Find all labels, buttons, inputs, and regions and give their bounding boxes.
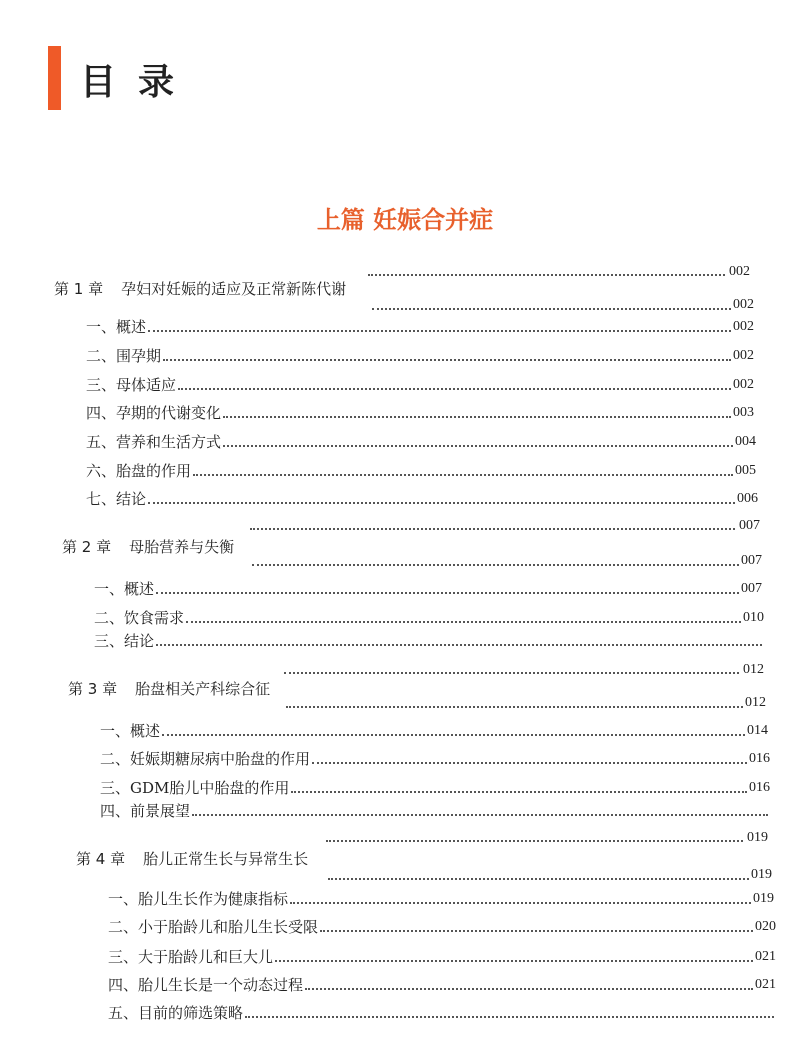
chapter-3-title[interactable] bbox=[68, 676, 298, 698]
entry-label: 五、营养和生活方式 bbox=[86, 433, 222, 451]
leader-dots bbox=[223, 416, 731, 418]
leader-dots bbox=[290, 902, 751, 904]
leader-dots bbox=[368, 274, 725, 276]
entry-page: 002 bbox=[733, 319, 754, 334]
leader-dots bbox=[186, 621, 741, 623]
leader-dots bbox=[372, 308, 731, 310]
leader-dots bbox=[286, 706, 743, 708]
chapter-4-title[interactable] bbox=[76, 846, 336, 868]
toc-entry[interactable] bbox=[94, 576, 762, 598]
toc-entry[interactable] bbox=[108, 1000, 776, 1022]
chapter-page-line bbox=[368, 258, 750, 280]
leader-dots bbox=[162, 734, 745, 736]
entry-page: 007 bbox=[741, 581, 762, 596]
toc-entry[interactable] bbox=[100, 798, 770, 820]
entry-label: 一、概述 bbox=[86, 318, 147, 336]
toc-entry[interactable] bbox=[100, 746, 770, 768]
section-page-number: 007 bbox=[741, 553, 762, 568]
entry-label: 三、结论 bbox=[94, 632, 155, 650]
toc-entry[interactable] bbox=[108, 886, 774, 908]
entry-label: 一、概述 bbox=[100, 722, 161, 740]
chapter-number: 第 4 章 bbox=[76, 850, 126, 868]
entry-label: 三、GDM胎儿中胎盘的作用 bbox=[100, 779, 290, 797]
toc-entry[interactable] bbox=[86, 400, 754, 422]
chapter-number: 第 1 章 bbox=[54, 280, 104, 298]
chapter-page-number: 007 bbox=[739, 518, 760, 533]
entry-page: 016 bbox=[749, 780, 770, 795]
toc-entry[interactable] bbox=[108, 972, 776, 994]
toc-entry[interactable] bbox=[94, 605, 764, 627]
leader-dots bbox=[305, 988, 753, 990]
leader-dots bbox=[284, 672, 739, 674]
part-heading: 上篇 妊娠合并症 bbox=[316, 205, 494, 234]
toc-entry[interactable] bbox=[86, 429, 756, 451]
toc-entry[interactable] bbox=[86, 372, 754, 394]
leader-dots bbox=[148, 502, 735, 504]
entry-label: 四、前景展望 bbox=[100, 802, 191, 820]
section-page-line bbox=[370, 292, 754, 314]
toc-entry[interactable] bbox=[86, 486, 758, 508]
section-page-line bbox=[284, 690, 766, 712]
chapter-title: 胎盘相关产科综合征 bbox=[135, 680, 271, 698]
leader-dots bbox=[291, 791, 747, 793]
chapter-1-title[interactable] bbox=[54, 276, 374, 298]
chapter-page-number: 019 bbox=[747, 830, 768, 845]
leader-dots bbox=[192, 814, 768, 816]
leader-dots bbox=[328, 878, 749, 880]
entry-label: 二、妊娠期糖尿病中胎盘的作用 bbox=[100, 750, 311, 768]
chapter-title: 胎儿正常生长与异常生长 bbox=[143, 850, 309, 868]
leader-dots bbox=[156, 644, 762, 646]
leader-dots bbox=[250, 528, 735, 530]
entry-page: 014 bbox=[747, 723, 768, 738]
entry-page: 019 bbox=[753, 891, 774, 906]
chapter-number: 第 2 章 bbox=[62, 538, 112, 556]
chapter-page-line bbox=[284, 656, 764, 678]
page-title: 目录 bbox=[80, 62, 197, 103]
toc-entry[interactable] bbox=[86, 314, 754, 336]
entry-page: 021 bbox=[755, 977, 776, 992]
entry-page: 016 bbox=[749, 751, 770, 766]
toc-entry[interactable] bbox=[108, 944, 776, 966]
chapter-2-title[interactable] bbox=[62, 534, 262, 556]
leader-dots bbox=[193, 474, 733, 476]
entry-page: 003 bbox=[733, 405, 754, 420]
toc-entry[interactable] bbox=[86, 343, 754, 365]
leader-dots bbox=[156, 592, 739, 594]
leader-dots bbox=[163, 359, 731, 361]
chapter-page-number: 002 bbox=[729, 264, 750, 279]
entry-label: 二、围孕期 bbox=[86, 347, 162, 365]
chapter-page-line bbox=[250, 512, 760, 534]
leader-dots bbox=[312, 762, 747, 764]
leader-dots bbox=[245, 1016, 774, 1018]
entry-label: 三、大于胎龄儿和巨大儿 bbox=[108, 948, 274, 966]
chapter-page-line bbox=[326, 824, 768, 846]
entry-page: 002 bbox=[733, 377, 754, 392]
leader-dots bbox=[275, 960, 753, 962]
entry-label: 七、结论 bbox=[86, 490, 147, 508]
leader-dots bbox=[320, 930, 753, 932]
entry-page: 005 bbox=[735, 463, 756, 478]
entry-label: 一、概述 bbox=[94, 580, 155, 598]
leader-dots bbox=[326, 840, 743, 842]
leader-dots bbox=[148, 330, 731, 332]
section-page-number: 012 bbox=[745, 695, 766, 710]
entry-label: 四、胎儿生长是一个动态过程 bbox=[108, 976, 304, 994]
leader-dots bbox=[223, 445, 733, 447]
entry-label: 二、饮食需求 bbox=[94, 609, 185, 627]
entry-page: 010 bbox=[743, 610, 764, 625]
entry-label: 一、胎儿生长作为健康指标 bbox=[108, 890, 289, 908]
toc-entry[interactable] bbox=[100, 775, 770, 797]
chapter-page-number: 012 bbox=[743, 662, 764, 677]
entry-label: 四、孕期的代谢变化 bbox=[86, 404, 222, 422]
entry-label: 五、目前的筛选策略 bbox=[108, 1004, 244, 1022]
chapter-number: 第 3 章 bbox=[68, 680, 118, 698]
chapter-title: 母胎营养与失衡 bbox=[129, 538, 235, 556]
toc-entry[interactable] bbox=[100, 718, 768, 740]
entry-label: 六、胎盘的作用 bbox=[86, 462, 192, 480]
section-page-line bbox=[250, 548, 762, 570]
entry-page: 021 bbox=[755, 949, 776, 964]
entry-page: 002 bbox=[733, 348, 754, 363]
entry-page: 004 bbox=[735, 434, 756, 449]
entry-label: 二、小于胎龄儿和胎儿生长受限 bbox=[108, 918, 319, 936]
section-page-number: 002 bbox=[733, 297, 754, 312]
toc-entry[interactable] bbox=[108, 914, 776, 936]
toc-entry[interactable] bbox=[94, 628, 764, 650]
entry-page: 020 bbox=[755, 919, 776, 934]
entry-page: 006 bbox=[737, 491, 758, 506]
section-page-number: 019 bbox=[751, 867, 772, 882]
section-page-line bbox=[326, 862, 772, 884]
chapter-title: 孕妇对妊娠的适应及正常新陈代谢 bbox=[121, 280, 347, 298]
leader-dots bbox=[252, 564, 739, 566]
toc-entry[interactable] bbox=[86, 458, 756, 480]
entry-label: 三、母体适应 bbox=[86, 376, 177, 394]
leader-dots bbox=[178, 388, 731, 390]
